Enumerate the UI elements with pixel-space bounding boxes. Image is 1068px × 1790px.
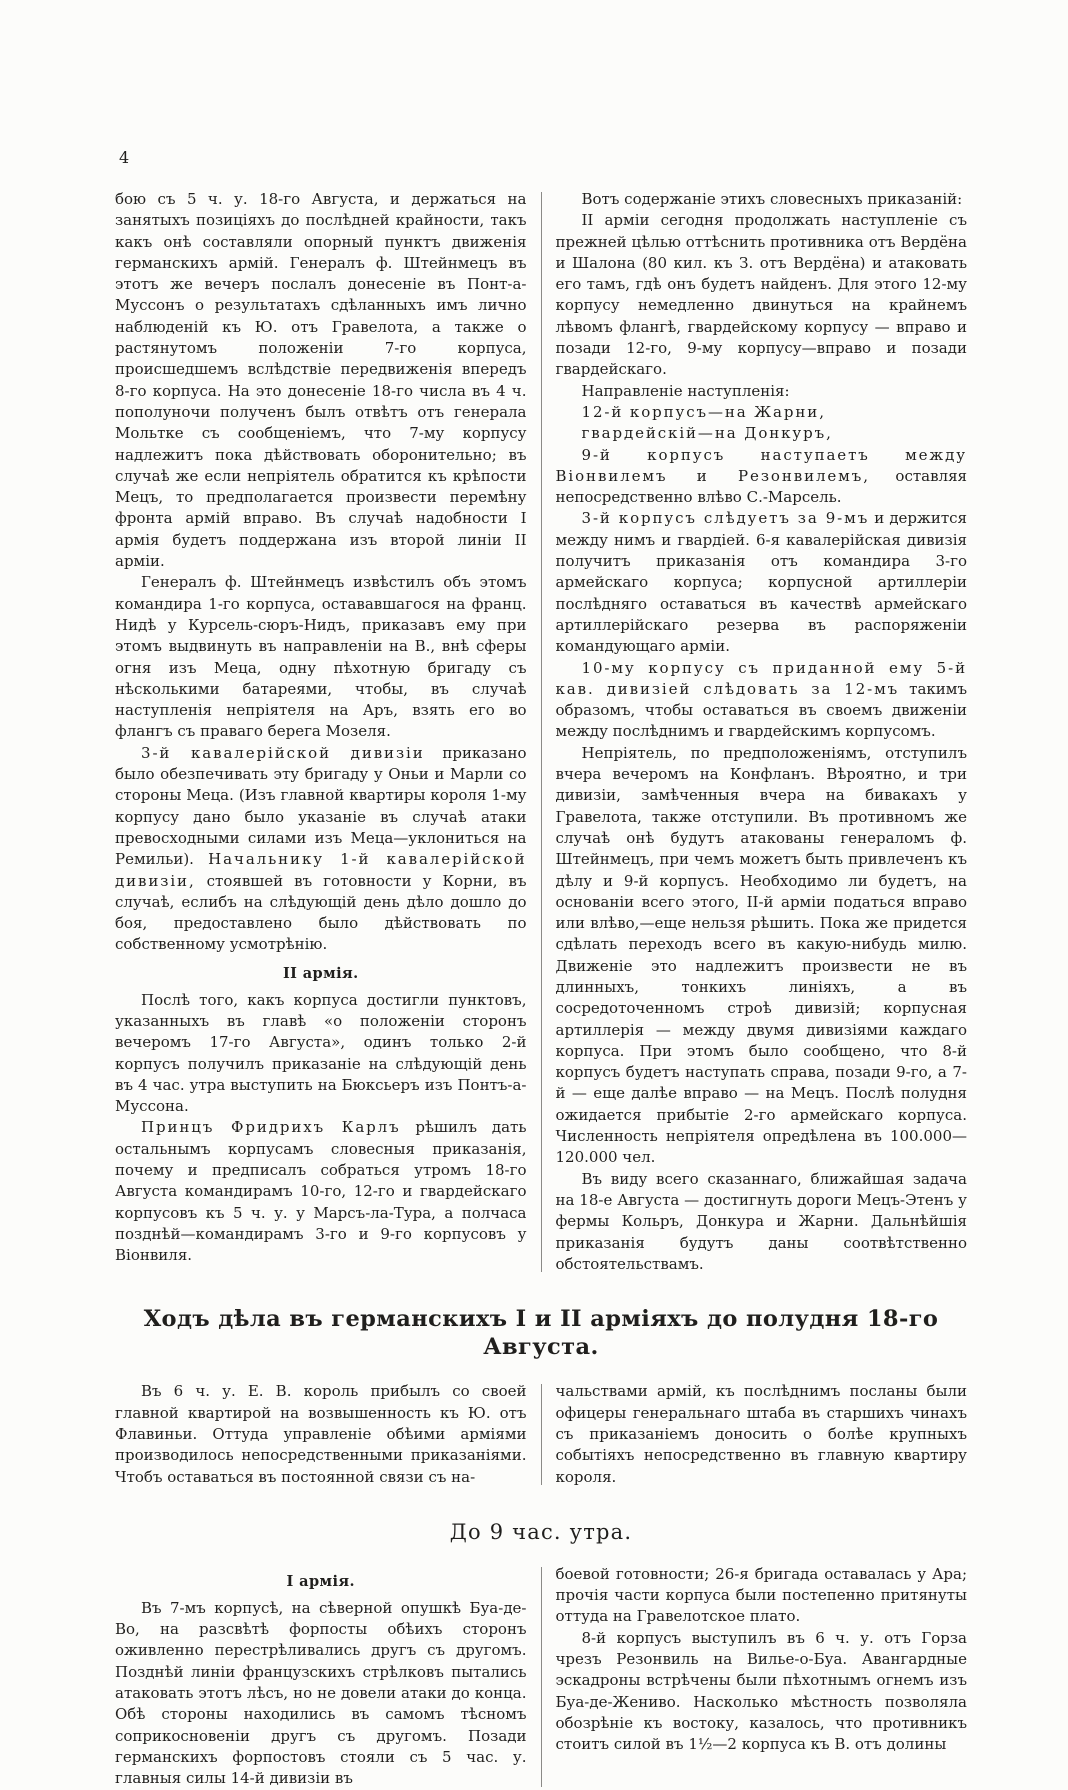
unit-emphasis: 9-й корпусъ наступаетъ между Віонвилемъ и Резонвилемъ [555,445,967,485]
paragraph: Въ 6 ч. у. Е. В. король прибылъ со своей главной квартирой на возвышенность къ Ю. отъ Флавиньи. Оттуда управленіе обѣими арміями производилось непосредственными приказаніями. Чтобъ оставаться въ постоянной связи съ на- [115,1382,527,1486]
mid-section [115,1381,967,1487]
paragraph: Въ 7-мъ корпусѣ, на сѣверной опушкѣ Буа-де-Во, на разсвѣтѣ форпосты обѣихъ сторонъ оживленно перестрѣливались другъ съ другомъ. Позднѣй линіи французскихъ стрѣлковъ пытались атаковать этотъ лѣсъ, но не довели атаки до конца. Обѣ стороны находились въ самомъ тѣсномъ соприкосновеніи другъ съ другомъ. Позади германскихъ форпостовъ стояли съ 5 час. у. главныя силы 14-й дивизіи въ [115,1598,527,1788]
paragraph: 8-й корпусъ выступилъ въ 6 ч. у. отъ Горза чрезъ Резонвиль на Вилье-о-Буа. Авангардные эскадроны встрѣчены были пѣхотнымъ огнемъ изъ Буа-де-Жениво. Насколько мѣстность позволяла обозрѣніе къ востоку, казалось, что противникъ стоитъ силой въ 1½—2 корпуса къ В. отъ долины [555,1628,967,1754]
unit-emphasis: 10-му корпусу съ приданной ему 5-й кав. дивизіей слѣдовать за 12-мъ [555,658,967,698]
paragraph [115,743,527,956]
order-list-item: гвардейскій—на Донкуръ, [581,424,833,443]
mid-left-column [115,1381,527,1487]
mid-right-column [556,1381,968,1487]
paragraph-segment: и держится между нимъ и гвардіей. 6-я кавалерійская дивизія получитъ приказанія отъ командира 3-го армейскаго корпуса; корпусной артиллеріи послѣдняго оставаться въ качествѣ армейскаго артиллерійскаго резерва въ распоряженіи командующаго арміи. [555,509,967,656]
column-rule [541,1384,542,1484]
top-left-column [115,189,527,1275]
paragraph: Генералъ ф. Штейнмецъ извѣстилъ объ этомъ командира 1-го корпуса, остававшагося на франц. Нидѣ у Курсель-сюръ-Нидъ, приказавъ ему при этомъ выдвинуть въ направленіи на В., внѣ сферы огня изъ Меца, одну пѣхотную бригаду съ нѣсколькими батареями, чтобы, въ случаѣ наступленія непріятеля на Аръ, взять его во флангъ съ праваго берега Мозеля. [115,573,527,741]
paragraph [115,1117,527,1266]
paragraph: чальствами армій, къ послѣднимъ посланы были офицеры генеральнаго штаба въ старшихъ чинахъ съ приказаніемъ доносить о болѣе крупныхъ событіяхъ непосредственно въ главную квартиру короля. [555,1382,967,1486]
paragraph [556,508,968,657]
bottom-left-column [115,1564,527,1790]
main-section-heading: Ходъ дѣла въ германскихъ I и II арміяхъ до полудня 18-го Августа. [143,1306,939,1361]
paragraph: II арміи сегодня продолжать наступленіе съ прежней цѣлью оттѣснить противника отъ Вердёна и Шалона (80 кил. къ З. отъ Вердёна) и атаковать его тамъ, гдѣ онъ будетъ найденъ. Для этого 12-му корпусу немедленно двинуться на крайнемъ лѣвомъ флангѣ, гвардейскому корпусу — вправо и позади 12-го, 9-му корпусу—вправо и позади гвардейскаго. [555,211,967,379]
army-ii-heading: II армія. [282,964,359,982]
paragraph: Непріятель, по предположеніямъ, отступилъ вчера вечеромъ на Конфланъ. Вѣроятно, и три дивизіи, замѣченныя вчера на бивакахъ у Гравелота, также отступили. Въ противномъ же случаѣ онѣ будутъ атакованы генераломъ ф. Штейнмецъ, при чемъ можетъ быть привлеченъ къ дѣлу и 9-й корпусъ. Необходимо ли будетъ, на основаніи всего этого, II-й арміи податься вправо или влѣво,—еще нельзя рѣшить. Пока же придется сдѣлать переходъ всего въ какую-нибудь милю. Движеніе это надлежитъ произвести не въ длинныхъ, тонкихъ линіяхъ, а въ сосредоточенномъ строѣ дивизій; корпусная артиллерія — между двумя дивизіями каждаго корпуса. При этомъ было сообщено, что 8-й корпусъ будетъ наступать справа, позади 9-го, а 7-й — еще далѣе вправо — на Мецъ. Послѣ полудня ожидается прибытіе 2-го армейскаго корпуса. Численность непріятеля опредѣлена въ 100.000—120.000 чел. [555,743,967,1167]
bottom-right-column [556,1564,968,1790]
paragraph-segment: стоявшей въ готовности у Корни, въ случаѣ, еслибъ на слѣдующій день дѣло дошло до боя, предоставлено было дѣйствовать по собственному усмотрѣнію. [115,871,527,954]
paragraph: Въ виду всего сказаннаго, ближайшая задача на 18-е Августа — достигнуть дороги Мецъ-Этенъ у фермы Кольръ, Донкура и Жарни. Дальнѣйшія приказанія будутъ даны соотвѣтственно обстоятельствамъ. [555,1169,967,1273]
time-heading: До 9 час. утра. [449,1519,633,1544]
column-rule [541,1567,542,1787]
paragraph: Послѣ того, какъ корпуса достигли пунктовъ, указанныхъ въ главѣ «о положеніи сторонъ вечеромъ 17-го Августа», одинъ только 2-й корпусъ получилъ приказаніе на слѣдующій день въ 4 час. утра выступить на Бюксьеръ изъ Понтъ-а-Муссона. [115,990,527,1116]
unit-emphasis: 3-й кавалерійской дивизіи [141,743,425,762]
paragraph-segment: , оставляя непосредственно влѣво С.-Марсель. [555,466,967,507]
top-right-column [556,189,968,1275]
order-list-item: 12-й корпусъ—на Жарни, [581,402,826,421]
paragraph-segment: такимъ образомъ, чтобы оставаться въ своемъ движеніи между послѣднимъ и гвардейскимъ корпусомъ. [555,679,967,741]
paragraph [556,658,968,743]
paragraph: боевой готовности; 26-я бригада оставалась у Ара; прочія части корпуса были постепенно притянуты оттуда на Гравелотское плато. [555,1564,967,1626]
paragraph: Направленіе наступленія: [581,381,790,400]
unit-emphasis: 3-й корпусъ слѣдуетъ за 9-мъ [581,509,870,528]
paragraph-segment: приказано было обезпечивать эту бригаду у Оньи и Марли со стороны Меца. (Изъ главной квартиры короля 1-му корпусу дано было указаніе въ случаѣ атаки превосходными силами изъ Меца—уклониться на Ремильи). [115,743,527,869]
paragraph [556,445,968,509]
page-number: 4 [119,148,130,167]
paragraph: бою съ 5 ч. у. 18-го Августа, и держаться на занятыхъ позиціяхъ до послѣдней крайности, такъ какъ онѣ составляли опорный пунктъ движенія германскихъ армій. Генералъ ф. Штейнмецъ въ этотъ же вечеръ послалъ донесеніе въ Понт-а-Муссонъ о результатахъ сдѣланныхъ имъ лично наблюденій къ Ю. отъ Гравелота, а также о растянутомъ положеніи 7-го корпуса, происшедшемъ вслѣдствіе передвиженія впередъ 8-го корпуса. На это донесеніе 18-го числа въ 4 ч. пополуночи полученъ былъ отвѣтъ отъ генерала Мольтке съ сообщеніемъ, что 7-му корпусу надлежитъ пока дѣйствовать оборонительно; въ случаѣ же если непріятель обратится къ крѣпости Мецъ, то предполагается произвести перемѣну фронта армій вправо. Въ случаѣ надобности I армія будетъ поддержана изъ второй линіи II арміи. [115,190,527,571]
army-i-heading: I армія. [286,1572,355,1590]
unit-emphasis: Принцъ Фридрихъ Карлъ [141,1118,401,1137]
top-section [115,189,967,1275]
paragraph: Вотъ содержаніе этихъ словесныхъ приказаній: [581,190,963,208]
column-rule [541,192,542,1272]
unit-emphasis: Начальнику 1-й кавалерійской дивизіи, [115,850,527,890]
paragraph-segment: рѣшилъ дать остальнымъ корпусамъ словесныя приказанія, почему и предписалъ собраться утромъ 18-го Августа командирамъ 10-го, 12-го и гвардейскаго корпусовъ къ 5 ч. у. у Марсъ-ла-Тура, а полчаса позднѣй—командирамъ 3-го и 9-го корпусовъ у Віонвиля. [115,1118,527,1265]
bottom-section [115,1564,967,1790]
